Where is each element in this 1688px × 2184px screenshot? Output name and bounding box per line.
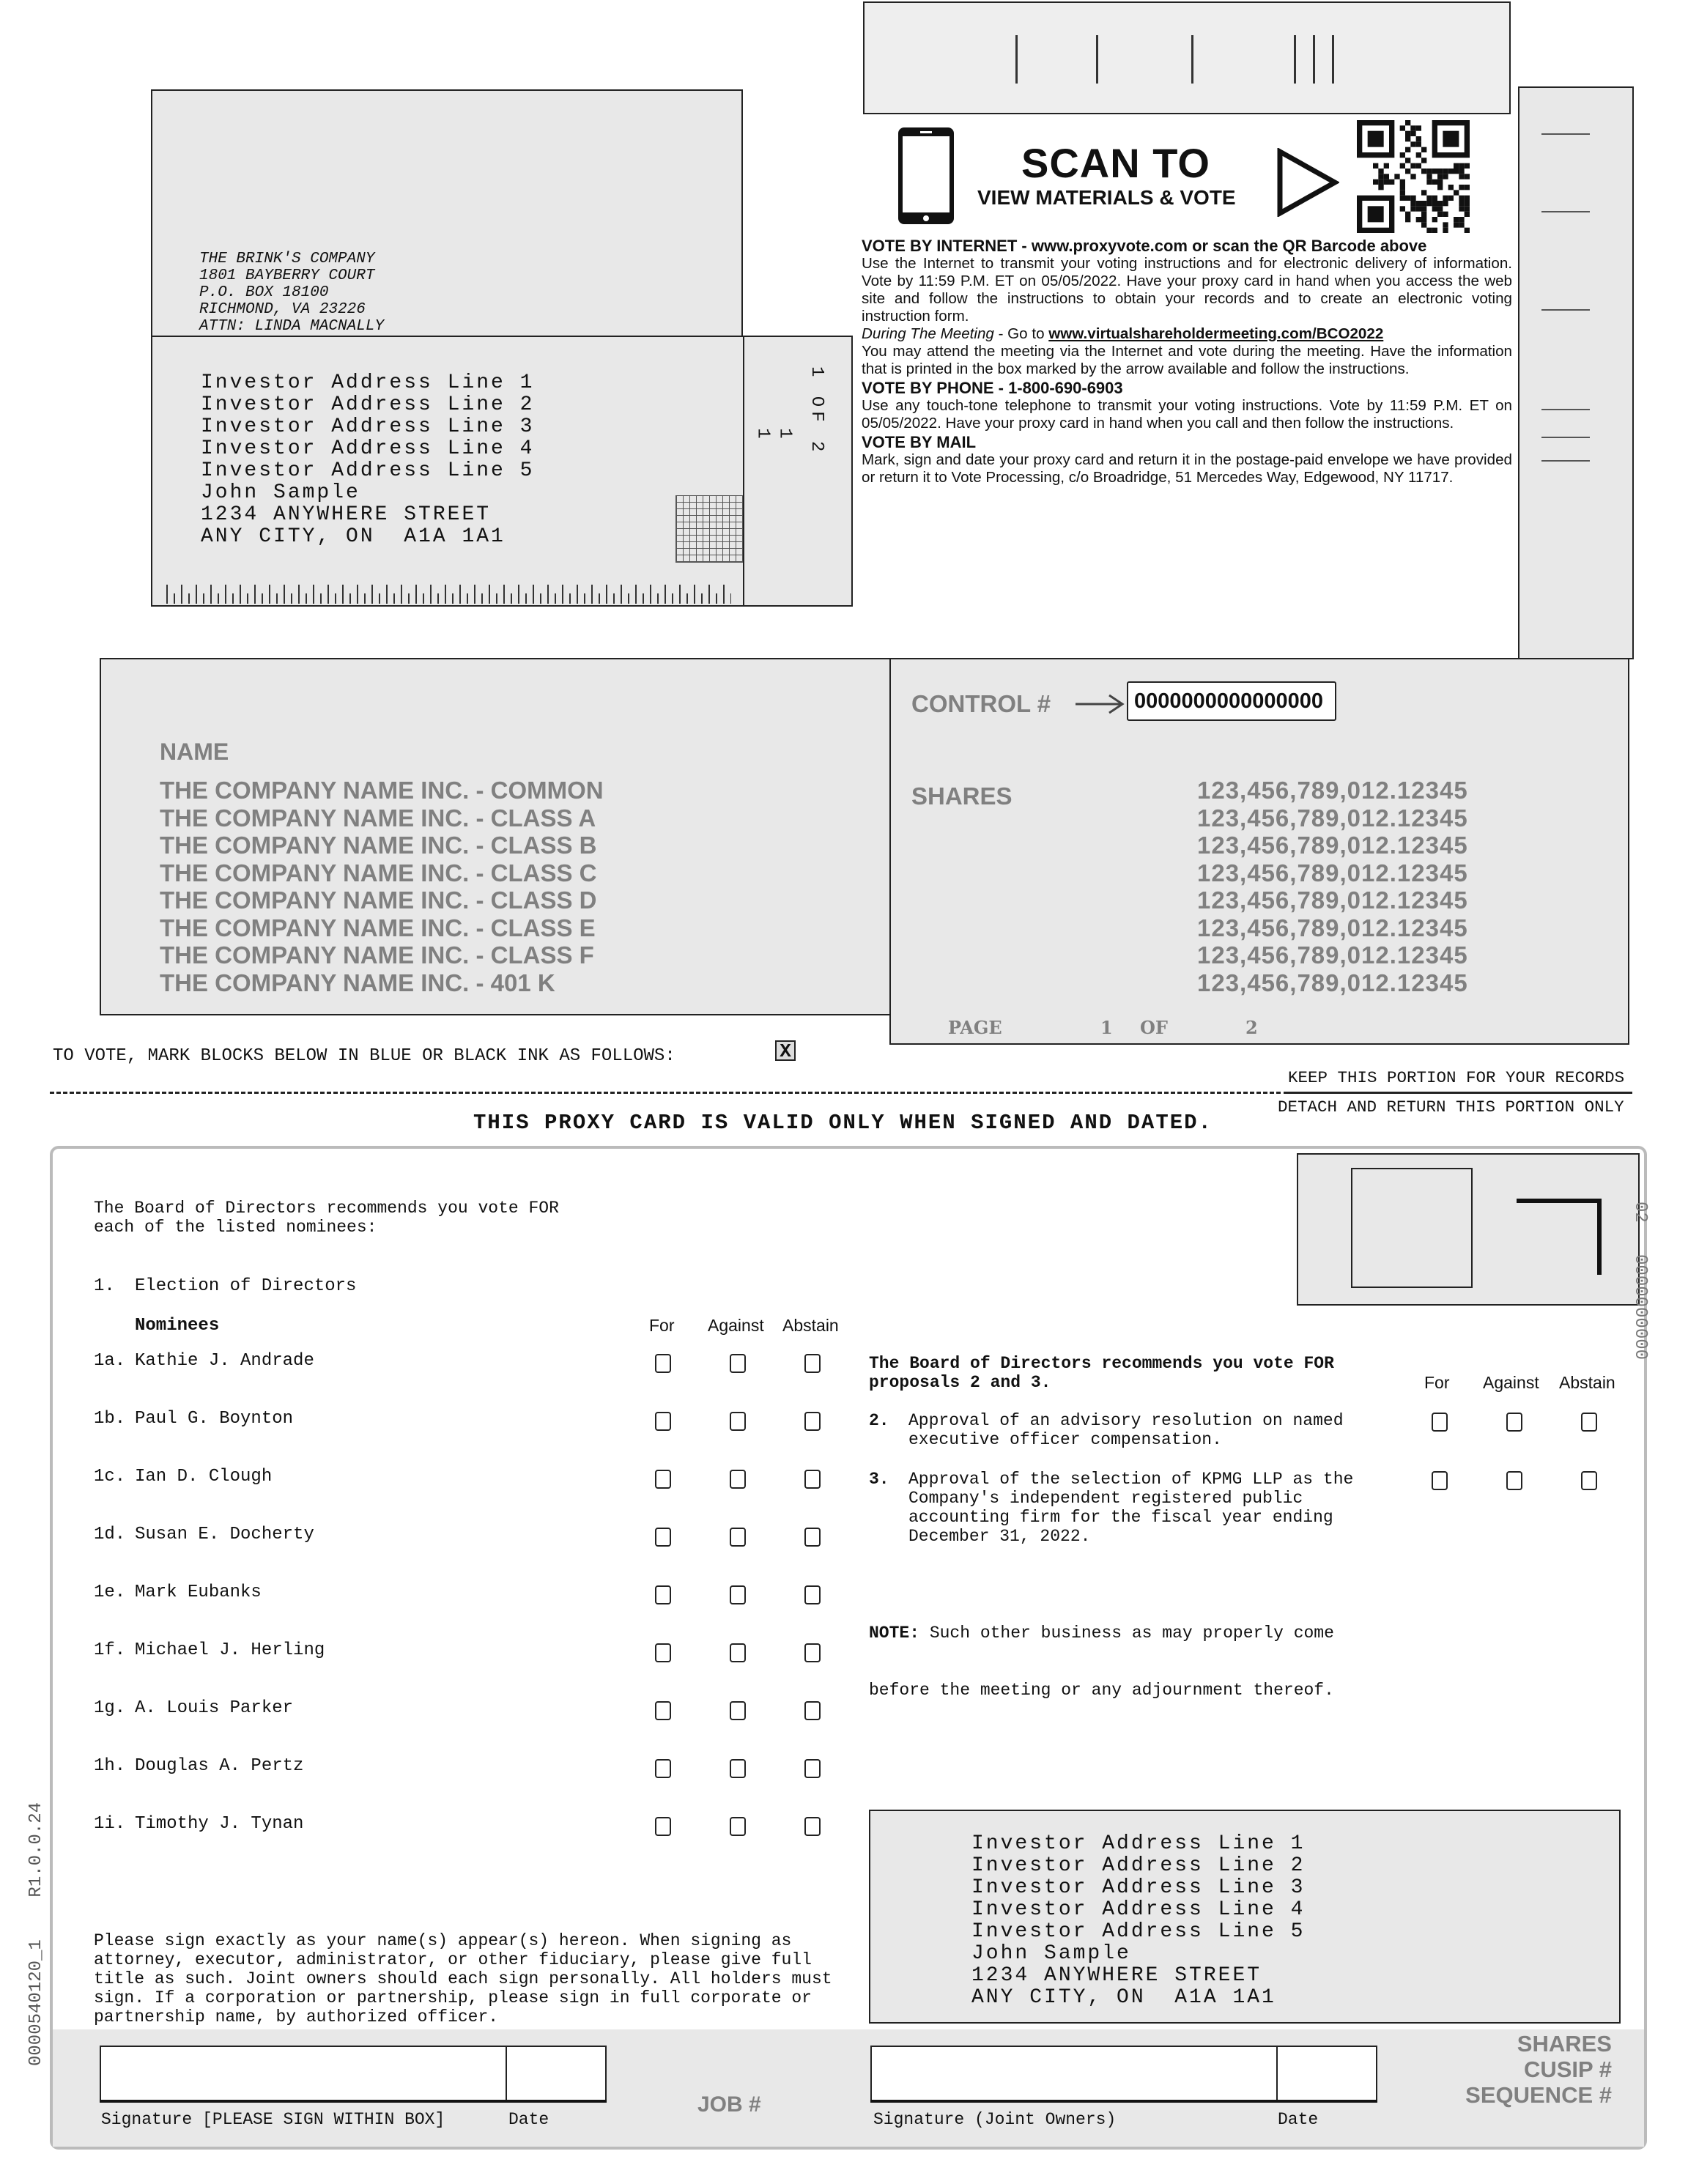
- qr-module: [1432, 179, 1437, 185]
- nominee-against-checkbox[interactable]: [730, 1354, 746, 1373]
- col-for: For: [649, 1316, 675, 1335]
- qr-module: [1426, 201, 1432, 206]
- internet-text: Use the Internet to transmit your voting instructions and for electronic delivery of information. Vote by 11:59 P.M. ET on 05/05/2022. Have your proxy card in hand when you access the web site and follow the instructions to obtain your records and to create an electronic voting instruction form.: [862, 255, 1512, 325]
- proposal-3-abstain-checkbox[interactable]: [1581, 1471, 1597, 1490]
- qr-module: [1400, 152, 1405, 158]
- qr-module: [1400, 190, 1405, 195]
- proposal-2-abstain-checkbox[interactable]: [1581, 1413, 1597, 1432]
- meeting-line: During The Meeting - Go to www.virtualshareholdermeeting.com/BCO2022: [862, 325, 1384, 342]
- qr-module: [1426, 179, 1432, 185]
- qr-module: [1443, 222, 1448, 227]
- nominee-against-checkbox[interactable]: [730, 1701, 746, 1720]
- nominee-id: 1c.: [94, 1467, 126, 1487]
- qr-module: [1459, 217, 1464, 222]
- qr-module: [1410, 141, 1415, 147]
- nominee-abstain-checkbox[interactable]: [804, 1354, 821, 1373]
- col2-abstain: Abstain: [1559, 1373, 1615, 1392]
- qr-module: [1373, 163, 1378, 169]
- qr-module: [1416, 152, 1421, 158]
- arrow-right-icon: [1074, 693, 1125, 719]
- nominee-name: Kathie J. Andrade: [135, 1351, 314, 1371]
- nominees-label: Nominees: [135, 1316, 220, 1336]
- qr-code-icon: [1357, 120, 1470, 237]
- ballot-corner-box: [1297, 1153, 1640, 1306]
- page-side-panel: [743, 336, 853, 607]
- qr-module: [1384, 179, 1389, 185]
- qr-module: [1416, 163, 1421, 169]
- qr-module: [1426, 169, 1432, 174]
- qr-module: [1459, 174, 1464, 179]
- keep-portion: KEEP THIS PORTION FOR YOUR RECORDS: [1288, 1068, 1625, 1087]
- qr-module: [1459, 201, 1464, 206]
- nominee-id: 1i.: [94, 1814, 126, 1834]
- detach-portion: DETACH AND RETURN THIS PORTION ONLY: [1278, 1097, 1624, 1117]
- footer-right-labels: SHARES CUSIP # SEQUENCE #: [1465, 2031, 1612, 2108]
- nominee-against-checkbox[interactable]: [730, 1759, 746, 1778]
- ruler-ticks: [160, 583, 731, 605]
- qr-module: [1378, 179, 1383, 185]
- phone-icon: [897, 126, 955, 226]
- detach-line: [50, 1092, 1281, 1094]
- signature-label: Signature [PLEASE SIGN WITHIN BOX]: [101, 2110, 445, 2129]
- qr-module: [1437, 174, 1443, 179]
- qr-module: [1421, 201, 1426, 206]
- qr-module: [1454, 222, 1459, 227]
- qr-module: [1448, 185, 1454, 190]
- qr-module: [1432, 228, 1437, 233]
- grid-mark: [675, 495, 743, 563]
- control-panel: [889, 658, 1629, 1045]
- nominee-for-checkbox[interactable]: [655, 1585, 671, 1604]
- qr-module: [1443, 212, 1448, 217]
- side-page-text: 1 OF 2: [807, 366, 826, 456]
- mark-example-box: X: [775, 1040, 796, 1061]
- qr-module: [1416, 201, 1421, 206]
- qr-module: [1465, 201, 1470, 206]
- qr-module: [1400, 185, 1405, 190]
- qr-module: [1405, 169, 1410, 174]
- side-page-num: 1: [752, 428, 773, 439]
- sign-instructions: Please sign exactly as your name(s) appear(s) hereon. When signing as attorney, executor, administrator, or other fiduciary, please give full title as such. Joint owners should each sign personally. All holders must sign. If a corporation or partnership, please sign in full corporate or partnership name, by authorized officer.: [94, 1931, 832, 2026]
- nominee-id: 1g.: [94, 1698, 126, 1718]
- item1-num: 1.: [94, 1276, 115, 1296]
- qr-module: [1368, 206, 1384, 222]
- qr-module: [1432, 201, 1437, 206]
- barcode-box: [863, 1, 1511, 114]
- qr-module: [1443, 201, 1448, 206]
- qr-module: [1448, 169, 1454, 174]
- nominee-against-checkbox[interactable]: [730, 1643, 746, 1662]
- page-total: 2: [1245, 1017, 1258, 1038]
- col2-for: For: [1424, 1373, 1450, 1392]
- proposal-2-num: 2.: [869, 1411, 889, 1430]
- qr-module: [1405, 196, 1410, 201]
- nominee-for-checkbox[interactable]: [655, 1412, 671, 1431]
- side-code: 02 0000000000: [1630, 1202, 1650, 1361]
- qr-module: [1459, 222, 1464, 227]
- nominee-id: 1a.: [94, 1351, 126, 1371]
- qr-module: [1400, 196, 1405, 201]
- page-num: 1: [1100, 1017, 1113, 1038]
- qr-module: [1421, 147, 1426, 152]
- internet-heading: VOTE BY INTERNET - www.proxyvote.com or scan the QR Barcode above: [862, 237, 1427, 255]
- nominee-abstain-checkbox[interactable]: [804, 1817, 821, 1836]
- board-recommendation-1: The Board of Directors recommends you vote FOR each of the listed nominees:: [94, 1199, 559, 1237]
- qr-module: [1437, 179, 1443, 185]
- nominee-against-checkbox[interactable]: [730, 1585, 746, 1604]
- nominee-name: Susan E. Docherty: [135, 1525, 314, 1544]
- nominee-for-checkbox[interactable]: [655, 1528, 671, 1547]
- qr-module: [1443, 228, 1448, 233]
- proposal-2-for-checkbox[interactable]: [1432, 1413, 1448, 1432]
- qr-module: [1459, 169, 1464, 174]
- nominee-name: Timothy J. Tynan: [135, 1814, 304, 1834]
- joint-date-label: Date: [1278, 2110, 1319, 2129]
- qr-module: [1378, 185, 1383, 190]
- phone-text: Use any touch-tone telephone to transmit your voting instructions. Vote by 11:59 P.M. ET on 05/05/2022. Have your proxy card in hand when you call and then follow the instructions.: [862, 397, 1512, 432]
- sender-address: THE BRINK'S COMPANY 1801 BAYBERRY COURT P.O. BOX 18100 RICHMOND, VA 23226 ATTN: LINDA MACNALLY: [199, 251, 385, 335]
- col2-against: Against: [1483, 1373, 1539, 1392]
- nominee-for-checkbox[interactable]: [655, 1354, 671, 1373]
- qr-module: [1437, 206, 1443, 211]
- qr-module: [1405, 131, 1410, 136]
- qr-module: [1410, 201, 1415, 206]
- qr-module: [1405, 136, 1410, 141]
- control-label: CONTROL #: [911, 690, 1051, 717]
- col-against: Against: [708, 1316, 764, 1335]
- mail-heading: VOTE BY MAIL: [862, 433, 977, 451]
- nominee-abstain-checkbox[interactable]: [804, 1470, 821, 1489]
- meeting-link[interactable]: www.virtualshareholdermeeting.com/BCO2022: [1048, 325, 1384, 342]
- qr-module: [1426, 174, 1432, 179]
- qr-module: [1465, 228, 1470, 233]
- qr-module: [1410, 206, 1415, 211]
- nominee-abstain-checkbox[interactable]: [804, 1412, 821, 1431]
- nominee-id: 1d.: [94, 1525, 126, 1544]
- proposal-2-text: Approval of an advisory resolution on named executive officer compensation.: [908, 1411, 1344, 1449]
- nominee-against-checkbox[interactable]: [730, 1470, 746, 1489]
- qr-module: [1389, 179, 1394, 185]
- qr-module: [1454, 217, 1459, 222]
- qr-module: [1405, 212, 1410, 217]
- play-arrow-icon: [1276, 148, 1339, 221]
- nominee-against-checkbox[interactable]: [730, 1817, 746, 1836]
- nominee-id: 1b.: [94, 1409, 126, 1429]
- qr-module: [1416, 136, 1421, 141]
- proposal-3-text: Approval of the selection of KPMG LLP as the Company's independent registered public accounting firm for the fiscal year ending December 31, 2022.: [908, 1470, 1354, 1546]
- qr-module: [1432, 206, 1437, 211]
- qr-module: [1454, 190, 1459, 195]
- qr-module: [1459, 163, 1464, 169]
- right-strip: [1518, 86, 1634, 659]
- qr-module: [1465, 206, 1470, 211]
- qr-module: [1459, 196, 1464, 201]
- qr-module: [1410, 131, 1415, 136]
- qr-module: [1421, 158, 1426, 163]
- qr-module: [1465, 196, 1470, 201]
- qr-module: [1437, 185, 1443, 190]
- nominee-abstain-checkbox[interactable]: [804, 1528, 821, 1547]
- qr-module: [1384, 163, 1389, 169]
- doc-id: 0000540120_1 R1.0.0.24: [26, 1802, 46, 2066]
- qr-module: [1416, 125, 1421, 130]
- qr-module: [1459, 185, 1464, 190]
- qr-module: [1421, 190, 1426, 195]
- qr-module: [1405, 217, 1410, 222]
- qr-module: [1378, 169, 1383, 174]
- nominee-against-checkbox[interactable]: [730, 1528, 746, 1547]
- qr-module: [1437, 212, 1443, 217]
- page-of: OF: [1140, 1017, 1168, 1038]
- proposal-3-against-checkbox[interactable]: [1506, 1471, 1522, 1490]
- return-address-panel: [869, 1810, 1621, 2024]
- qr-module: [1410, 125, 1415, 130]
- nominee-name: Michael J. Herling: [135, 1640, 325, 1660]
- qr-module: [1421, 206, 1426, 211]
- control-number: 0000000000000000: [1127, 681, 1336, 721]
- qr-module: [1426, 196, 1432, 201]
- nominee-name: Paul G. Boynton: [135, 1409, 294, 1429]
- qr-module: [1454, 169, 1459, 174]
- nominee-for-checkbox[interactable]: [655, 1817, 671, 1836]
- qr-module: [1465, 212, 1470, 217]
- qr-module: [1405, 147, 1410, 152]
- joint-signature-label: Signature (Joint Owners): [873, 2110, 1117, 2129]
- qr-module: [1443, 131, 1459, 147]
- qr-module: [1426, 228, 1432, 233]
- qr-module: [1373, 179, 1378, 185]
- qr-module: [1421, 169, 1426, 174]
- nominee-for-checkbox[interactable]: [655, 1643, 671, 1662]
- nominee-id: 1f.: [94, 1640, 126, 1660]
- mail-text: Mark, sign and date your proxy card and return it in the postage-paid envelope we have provided or return it to Vote Processing, c/o Broadridge, 51 Mercedes Way, Edgewood, NY 11717.: [862, 451, 1512, 486]
- qr-module: [1410, 196, 1415, 201]
- qr-module: [1368, 131, 1384, 147]
- qr-module: [1465, 174, 1470, 179]
- nominee-id: 1h.: [94, 1756, 126, 1776]
- col-abstain: Abstain: [782, 1316, 839, 1335]
- proposal-3-for-checkbox[interactable]: [1432, 1471, 1448, 1490]
- nominee-for-checkbox[interactable]: [655, 1759, 671, 1778]
- qr-module: [1421, 222, 1426, 227]
- nominee-abstain-checkbox[interactable]: [804, 1643, 821, 1662]
- return-address: Investor Address Line 1 Investor Address Line 2 Investor Address Line 3 Investor Address Line 4 Investor Address Line 5 John Sample 1234 ANYWHERE STREET ANY CITY, ON A1A 1A1: [971, 1832, 1306, 2009]
- qr-module: [1400, 206, 1405, 211]
- investor-address-panel: [151, 336, 744, 607]
- qr-module: [1378, 174, 1383, 179]
- nominee-abstain-checkbox[interactable]: [804, 1759, 821, 1778]
- mark-instructions: TO VOTE, MARK BLOCKS BELOW IN BLUE OR BLACK INK AS FOLLOWS:: [53, 1046, 675, 1066]
- qr-module: [1465, 163, 1470, 169]
- scan-title: SCAN TO: [1021, 140, 1210, 186]
- qr-module: [1448, 196, 1454, 201]
- qr-module: [1416, 141, 1421, 147]
- qr-module: [1394, 174, 1399, 179]
- qr-module: [1405, 120, 1410, 125]
- qr-module: [1416, 206, 1421, 211]
- company-names: THE COMPANY NAME INC. - COMMON THE COMPANY NAME INC. - CLASS A THE COMPANY NAME INC. - CLASS B THE COMPANY NAME INC. - CLASS C THE COMPANY NAME INC. - CLASS D THE COMPANY NAME INC. - CLASS E THE COMPANY NAME INC. - CLASS F THE COMPANY NAME INC. - 401 K: [160, 777, 604, 996]
- qr-module: [1437, 169, 1443, 174]
- qr-module: [1465, 185, 1470, 190]
- qr-module: [1384, 174, 1389, 179]
- nominee-id: 1e.: [94, 1583, 126, 1602]
- qr-module: [1443, 174, 1448, 179]
- qr-module: [1400, 163, 1405, 169]
- qr-module: [1432, 169, 1437, 174]
- qr-module: [1416, 217, 1421, 222]
- sender-panel: [151, 89, 743, 337]
- meeting-text: You may attend the meeting via the Internet and vote during the meeting. Have the information that is printed in the box marked by the arrow available and follow the instructions.: [862, 343, 1512, 377]
- qr-module: [1432, 196, 1437, 201]
- side-page-num-2: 1: [774, 428, 795, 439]
- phone-heading: VOTE BY PHONE - 1-800-690-6903: [862, 379, 1123, 397]
- nominee-for-checkbox[interactable]: [655, 1701, 671, 1720]
- name-label: NAME: [160, 739, 229, 765]
- nominee-name: Mark Eubanks: [135, 1583, 262, 1602]
- item1-title: Election of Directors: [135, 1276, 357, 1296]
- job-label: JOB #: [697, 2092, 761, 2117]
- page-label: PAGE: [948, 1017, 1002, 1038]
- qr-module: [1400, 179, 1405, 185]
- signature-date-box[interactable]: [506, 2046, 607, 2103]
- board-recommendation-2: The Board of Directors recommends you vote FOR proposals 2 and 3.: [869, 1354, 1334, 1392]
- shares-label: SHARES: [911, 782, 1013, 810]
- nominee-abstain-checkbox[interactable]: [804, 1701, 821, 1720]
- investor-address: Investor Address Line 1 Investor Address Line 2 Investor Address Line 3 Investor Address Line 4 Investor Address Line 5 John Sample 1234 ANYWHERE STREET ANY CITY, ON A1A 1A1: [201, 371, 535, 548]
- qr-module: [1443, 196, 1448, 201]
- qr-module: [1410, 174, 1415, 179]
- nominee-name: Ian D. Clough: [135, 1467, 273, 1487]
- qr-module: [1421, 212, 1426, 217]
- share-amounts: 123,456,789,012.12345 123,456,789,012.12345 123,456,789,012.12345 123,456,789,012.12345 123,456,789,012.12345 123,456,789,012.12345 123,456,789,012.12345 123,456,789,012.12345: [1197, 777, 1468, 996]
- qr-module: [1410, 163, 1415, 169]
- nominee-for-checkbox[interactable]: [655, 1470, 671, 1489]
- date-label: Date: [508, 2110, 549, 2129]
- proposal-2-against-checkbox[interactable]: [1506, 1413, 1522, 1432]
- qr-module: [1405, 158, 1410, 163]
- valid-notice: THIS PROXY CARD IS VALID ONLY WHEN SIGNED AND DATED.: [473, 1111, 1213, 1135]
- scan-subtitle: VIEW MATERIALS & VOTE: [977, 186, 1236, 209]
- joint-date-box[interactable]: [1276, 2046, 1377, 2103]
- nominee-abstain-checkbox[interactable]: [804, 1585, 821, 1604]
- qr-module: [1454, 163, 1459, 169]
- qr-module: [1459, 206, 1464, 211]
- voting-instructions: [862, 237, 1512, 486]
- nominee-name: Douglas A. Pertz: [135, 1756, 304, 1776]
- names-panel: [100, 658, 891, 1015]
- note: NOTE: Such other business as may properly come before the meeting or any adjournment thereof.: [869, 1624, 1334, 1700]
- nominee-against-checkbox[interactable]: [730, 1412, 746, 1431]
- qr-module: [1421, 217, 1426, 222]
- qr-module: [1432, 217, 1437, 222]
- proposal-3-num: 3.: [869, 1470, 889, 1489]
- qr-module: [1400, 125, 1405, 130]
- nominee-name: A. Louis Parker: [135, 1698, 294, 1718]
- qr-module: [1443, 169, 1448, 174]
- qr-module: [1437, 201, 1443, 206]
